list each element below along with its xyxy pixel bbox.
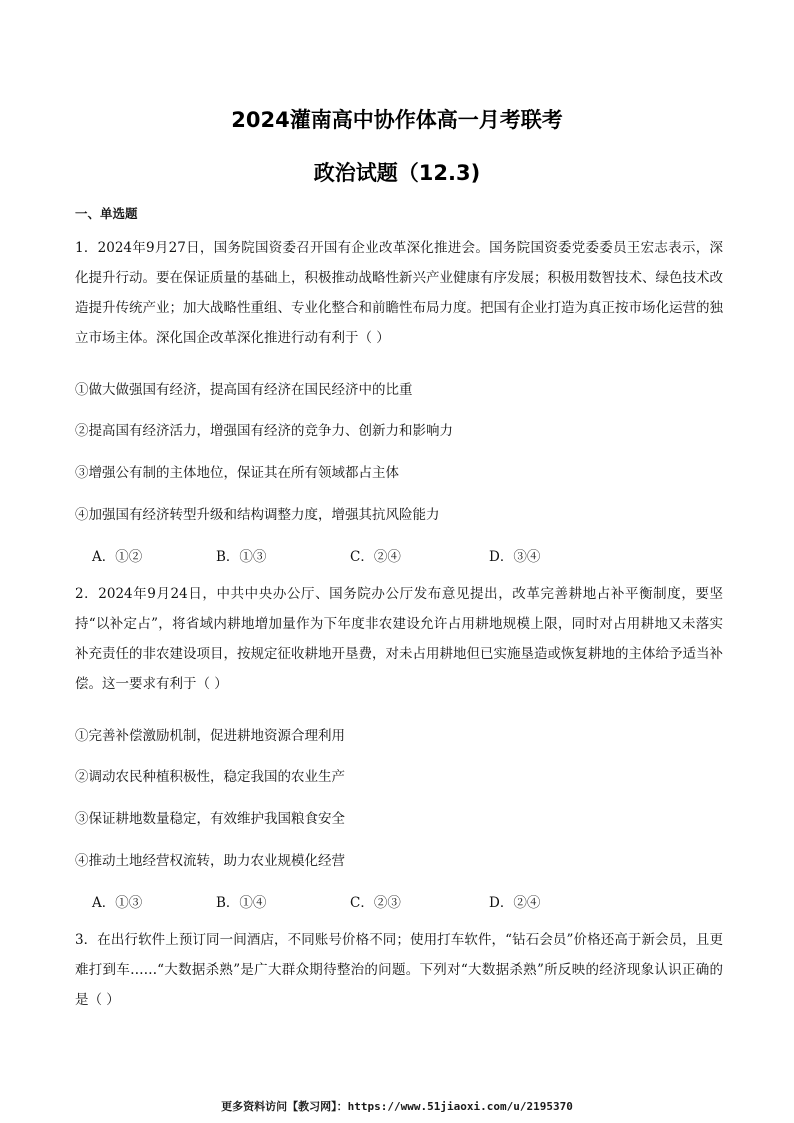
question-1-choice-c: C．②④ [350,549,401,565]
question-3-stem: 3．在出行软件上预订同一间酒店，不同账号价格不同；使用打车软件，“钻石会员”价格还高于新会员，且更难打到车……“大数据杀熟”是广大群众期待整治的问题。下列对“大数据杀熟”所反映的经济现象认识正确的是（ ） [75,932,723,1008]
question-2-option-4: ④推动土地经营权流转，助力农业规模化经营 [75,853,345,869]
question-1-choice-b: B．①③ [216,549,267,565]
question-1-stem: 1．2024年9月27日，国务院国资委召开国有企业改革深化推进会。国务院国资委党委委员王宏志表示，深化提升行动。要在保证质量的基础上，积极推动战略性新兴产业健康有序发展；积极用数智技术、绿色技术改造提升传统产业；加大战略性重组、专业化整合和前瞻性布局力度。把国有企业打造为真正按市场化运营的独立市场主体。深化国企改革深化推进行动有利于（ ） [75,240,723,346]
question-1-choice-d: D．③④ [489,549,541,565]
question-2-option-1: ①完善补偿激励机制，促进耕地资源合理利用 [75,728,345,744]
question-2-choice-d: D．②④ [489,895,541,911]
question-2-choice-c: C．②③ [350,895,401,911]
question-1-option-4: ④加强国有经济转型升级和结构调整力度，增强其抗风险能力 [75,507,440,523]
exam-subtitle: 政治试题（12.3) [313,161,481,185]
section-heading: 一、单选题 [75,206,138,221]
exam-title: 2024灌南高中协作体高一月考联考 [231,108,563,132]
footer-link-text: 更多资料访问【教习网】：https://www.51jiaoxi.com/u/2195370 [221,1100,573,1113]
question-1-choice-a: A．①② [92,549,143,565]
question-2-option-2: ②调动农民种植积极性，稳定我国的农业生产 [75,769,345,785]
question-1-option-2: ②提高国有经济活力，增强国有经济的竞争力、创新力和影响力 [75,423,453,439]
question-1-option-3: ③增强公有制的主体地位，保证其在所有领域都占主体 [75,465,399,481]
question-2-choice-a: A．①③ [92,895,143,911]
question-2-choice-b: B．①④ [216,895,267,911]
question-2-option-3: ③保证耕地数量稳定，有效维护我国粮食安全 [75,811,345,827]
question-2-stem: 2．2024年9月24日，中共中央办公厅、国务院办公厅发布意见提出，改革完善耕地占补平衡制度，要坚持“以补定占”，将省域内耕地增加量作为下年度非农建设允许占用耕地规模上限，同时对占用耕地又未落实补充责任的非农建设项目，按规定征收耕地开垦费，对未占用耕地但已实施垦造或恢复耕地的主体给予适当补偿。这一要求有利于（ ） [75,586,723,692]
question-1-option-1: ①做大做强国有经济，提高国有经济在国民经济中的比重 [75,382,413,398]
